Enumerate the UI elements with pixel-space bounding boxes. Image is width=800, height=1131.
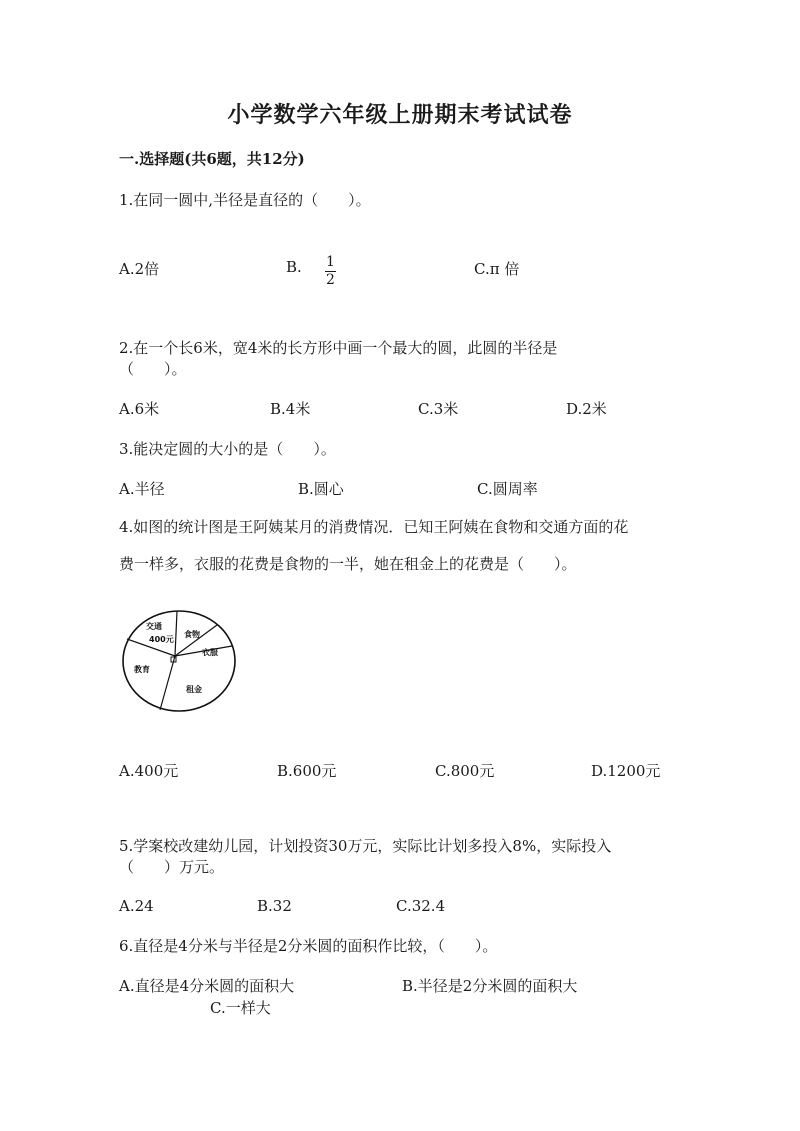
question-6-text: 6.直径是4分米与半径是2分米圆的面积作比较，（ ）。 bbox=[119, 937, 498, 955]
pie-label-education: 教育 bbox=[134, 665, 150, 674]
pie-divider-top bbox=[175, 611, 177, 656]
question-4-option-b[interactable]: B.600元 bbox=[277, 762, 337, 780]
question-3-text: 3.能决定圆的大小的是（ ）。 bbox=[119, 440, 336, 458]
question-1-option-b-fraction bbox=[325, 251, 336, 288]
question-4-option-a[interactable]: A.400元 bbox=[119, 762, 179, 780]
question-6-option-c[interactable]: C.一样大 bbox=[210, 999, 271, 1017]
question-1-option-c[interactable]: C.π 倍 bbox=[474, 260, 520, 278]
question-5-option-b[interactable]: B.32 bbox=[257, 897, 292, 915]
pie-label-clothes: 衣服 bbox=[202, 648, 218, 657]
section-heading: 一.选择题(共6题，共12分) bbox=[119, 150, 305, 168]
question-2-text-line-2: （ ）。 bbox=[119, 360, 187, 378]
fraction-numerator: 1 bbox=[326, 254, 335, 270]
fraction-denominator: 2 bbox=[326, 272, 335, 288]
question-5-text-line-1: 5.学案校改建幼儿园，计划投资30万元，实际比计划多投入8%，实际投入 bbox=[119, 837, 612, 855]
question-1-text: 1.在同一圆中,半径是直径的（ ）。 bbox=[119, 191, 371, 209]
question-2-text-line-1: 2.在一个长6米，宽4米的长方形中画一个最大的圆，此圆的半径是 bbox=[119, 339, 558, 357]
pie-label-transport-amount: 400元 bbox=[149, 635, 174, 644]
pie-label-food: 食物 bbox=[184, 630, 200, 639]
question-2-option-b[interactable]: B.4米 bbox=[270, 400, 311, 418]
question-4-text-line-1: 4.如图的统计图是王阿姨某月的消费情况．已知王阿姨在食物和交通方面的花 bbox=[119, 518, 629, 536]
question-5-option-c[interactable]: C.32.4 bbox=[396, 897, 446, 915]
question-4-text-line-2: 费一样多，衣服的花费是食物的一半，她在租金上的花费是（ ）。 bbox=[119, 555, 577, 573]
question-3-option-a[interactable]: A.半径 bbox=[119, 480, 165, 498]
question-4-option-d[interactable]: D.1200元 bbox=[591, 762, 661, 780]
pie-label-rent: 租金 bbox=[186, 685, 202, 694]
question-4-option-c[interactable]: C.800元 bbox=[435, 762, 495, 780]
question-1-option-a[interactable]: A.2倍 bbox=[119, 260, 160, 278]
question-2-option-d[interactable]: D.2米 bbox=[566, 400, 607, 418]
page-title: 小学数学六年级上册期末考试试卷 bbox=[227, 102, 573, 128]
question-6-option-a[interactable]: A.直径是4分米圆的面积大 bbox=[119, 977, 295, 995]
pie-label-transport: 交通 bbox=[146, 622, 162, 631]
question-3-option-c[interactable]: C.圆周率 bbox=[477, 480, 538, 498]
expense-pie-chart bbox=[118, 604, 244, 720]
question-5-text-line-2: （ ）万元。 bbox=[119, 858, 225, 876]
question-6-option-b[interactable]: B.半径是2分米圆的面积大 bbox=[402, 977, 578, 995]
pie-divider-rent-education bbox=[160, 656, 175, 710]
question-5-option-a[interactable]: A.24 bbox=[119, 897, 154, 915]
question-1-option-b-label[interactable]: B. bbox=[286, 258, 302, 276]
pie-outline bbox=[123, 611, 235, 711]
question-3-option-b[interactable]: B.圆心 bbox=[298, 480, 344, 498]
question-2-option-c[interactable]: C.3米 bbox=[418, 400, 459, 418]
question-2-option-a[interactable]: A.6米 bbox=[119, 400, 160, 418]
